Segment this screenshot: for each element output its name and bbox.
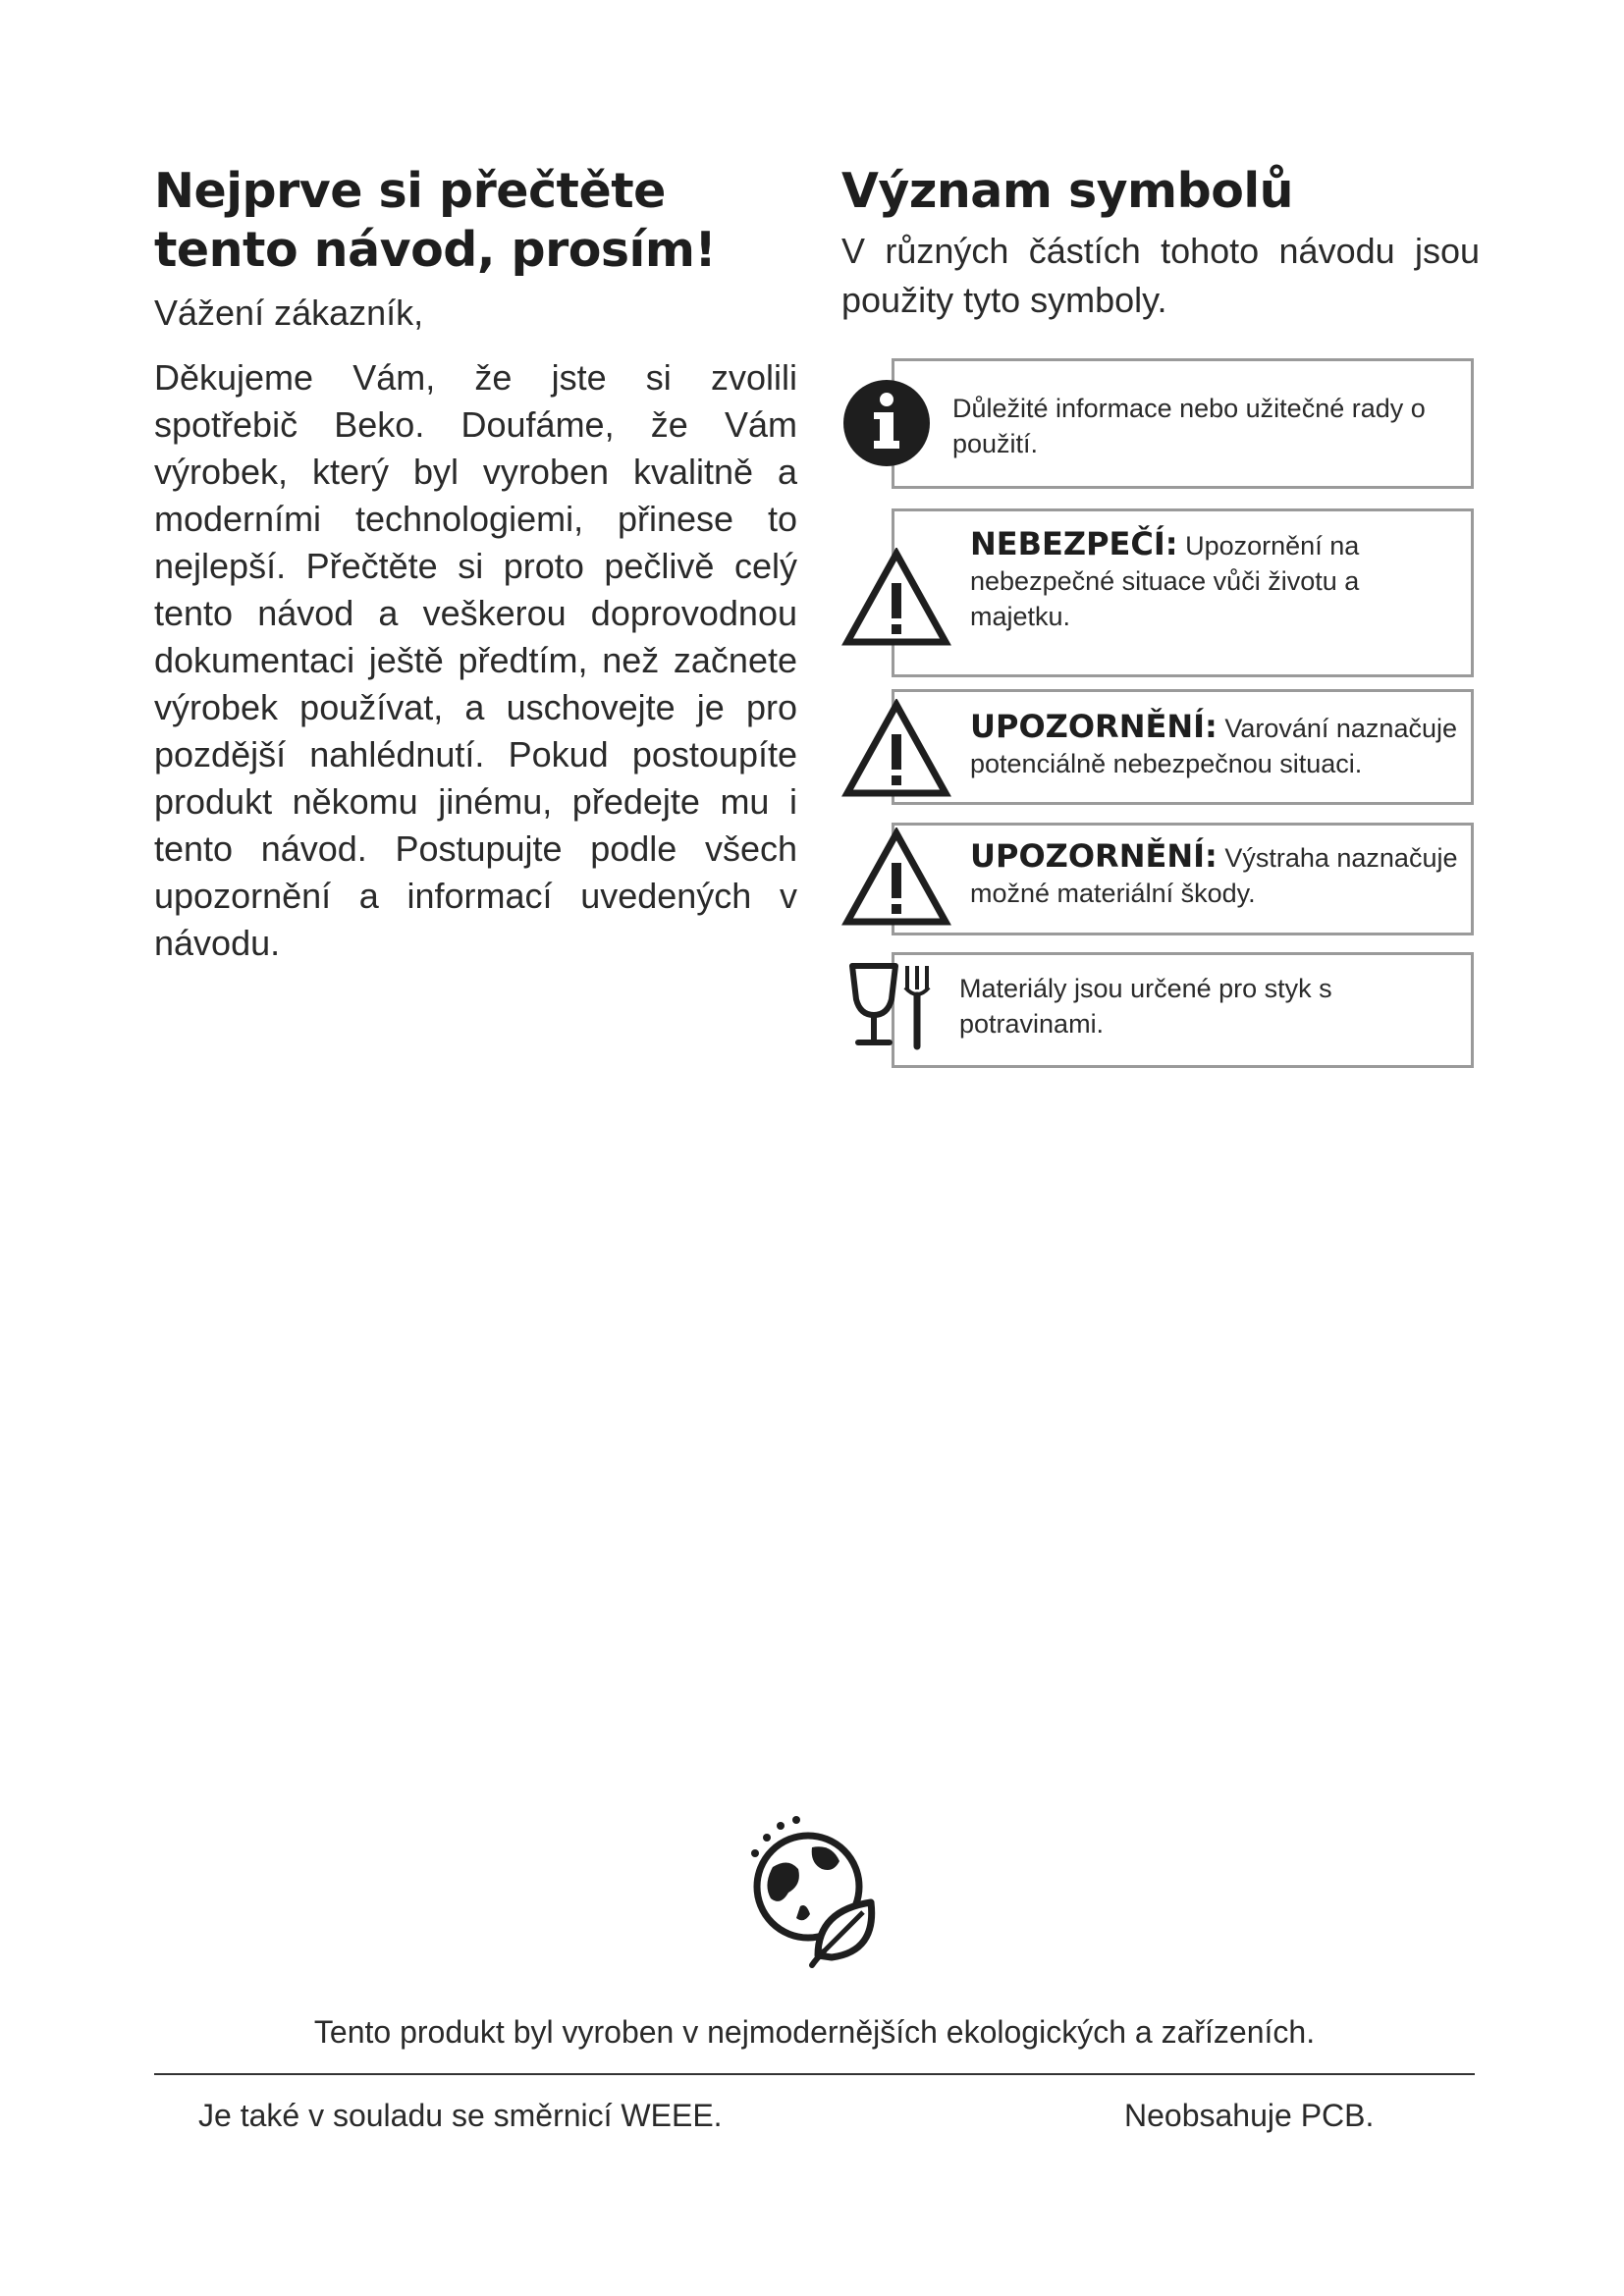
symbol-danger-title: NEBEZPEČÍ:	[970, 525, 1178, 562]
warning-triangle-icon	[841, 699, 951, 799]
warning-triangle-icon	[841, 548, 951, 648]
symbol-caution-damage-description: Výstraha naznačuje možné materiální škody.	[970, 843, 1458, 908]
symbol-text-danger	[970, 526, 1451, 634]
eco-statement: Tento produkt byl vyroben v nejmodernějších ekologických a zařízeních.	[313, 2014, 1316, 2050]
symbols-description: V různých částích tohoto návodu jsou použity tyto symboly.	[841, 231, 1480, 320]
symbols-section	[841, 162, 1480, 325]
weee-statement: Je také v souladu se směrnicí WEEE.	[198, 2098, 723, 2133]
symbol-danger-description: Upozornění na nebezpečné situace vůči životu a majetku.	[970, 531, 1360, 631]
symbols-heading: Význam symbolů	[841, 163, 1294, 219]
symbol-text-caution-damage	[970, 838, 1461, 911]
info-icon	[841, 378, 932, 468]
symbol-text-info	[952, 391, 1443, 461]
symbol-info-description: Důležité informace nebo užitečné rady o použití.	[952, 394, 1426, 458]
intro-paragraph: Děkujeme Vám, že jste si zvolili spotřebič Beko. Doufáme, že Vám výrobek, který byl vyroben kvalitně a moderními technologiemi, přinese to nejlepší. Přečtěte si proto pečlivě celý tento návod a veškerou doprovodnou dokumentaci ještě předtím, než začnete výrobek používat, a uschovejte je pro pozdější nahlédnutí. Pokud postoupíte produkt někomu jinému, předejte mu i tento návod. Postupujte podle všech upozornění a informací uvedených v návodu.	[154, 357, 797, 963]
food-contact-icon	[846, 960, 943, 1050]
symbol-caution-damage-title: UPOZORNĚNÍ:	[970, 837, 1218, 875]
symbol-food-contact-description: Materiály jsou určené pro styk s potravinami.	[959, 974, 1332, 1039]
intro-heading: Nejprve si přečtěte tento návod, prosím!	[154, 163, 717, 278]
eco-globe-leaf-icon	[741, 1808, 889, 1975]
pcb-statement: Neobsahuje PCB.	[1124, 2098, 1375, 2133]
symbol-text-caution-hazard	[970, 709, 1461, 781]
intro-section	[154, 162, 797, 967]
footer-divider	[154, 2073, 1475, 2075]
warning-triangle-icon	[841, 828, 951, 928]
salutation: Vážení zákazník,	[154, 293, 424, 333]
symbol-caution-hazard-title: UPOZORNĚNÍ:	[970, 708, 1218, 745]
symbol-caution-hazard-description: Varování naznačuje potenciálně nebezpečnou situaci.	[970, 714, 1457, 778]
symbol-text-food-contact	[959, 971, 1450, 1041]
